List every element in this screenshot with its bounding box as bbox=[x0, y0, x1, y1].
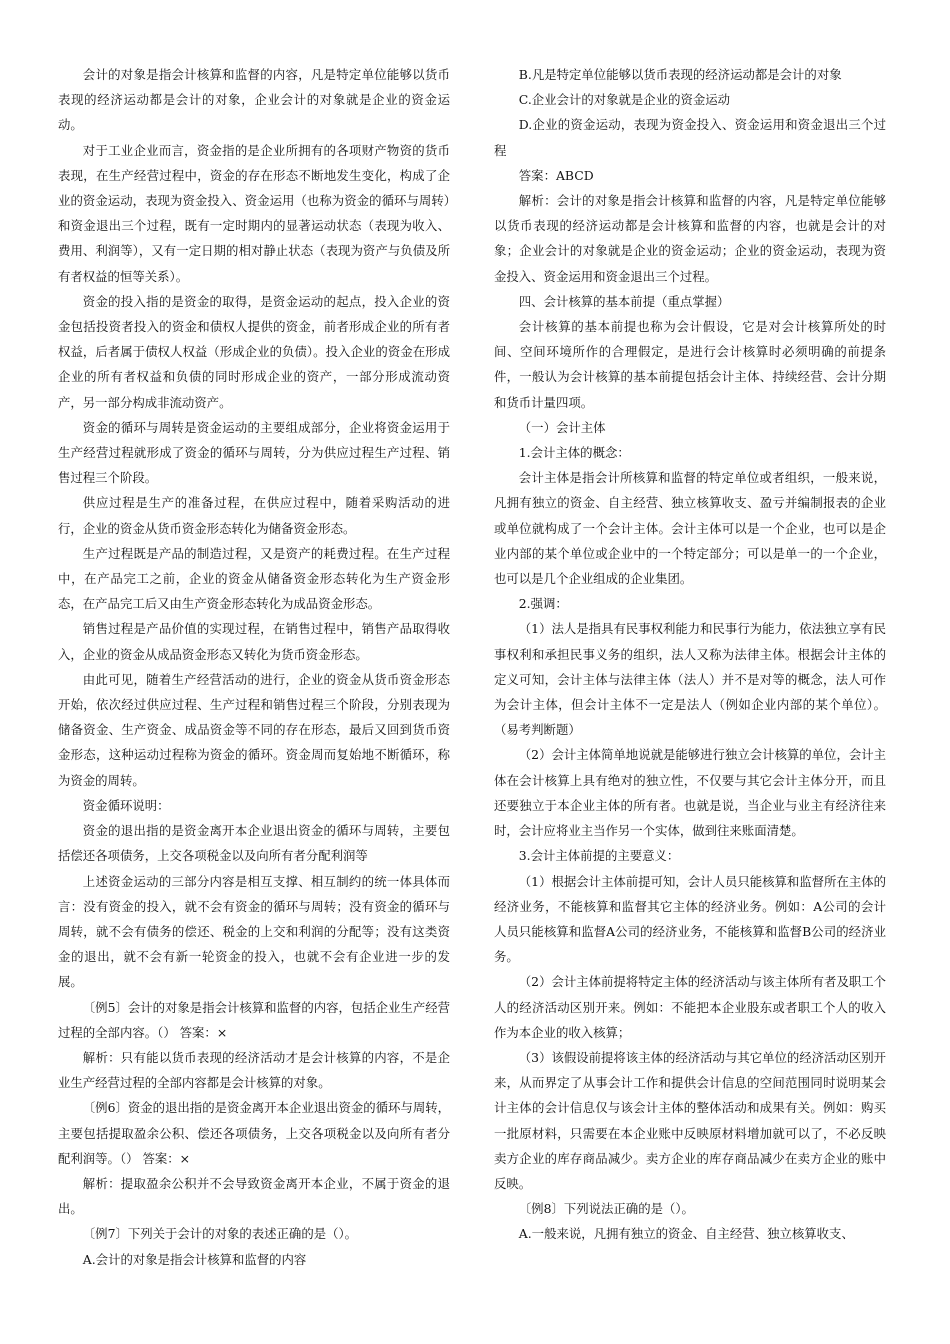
example-question: 〔例7〕下列关于会计的对象的表述正确的是（）。 bbox=[82, 1226, 358, 1242]
paragraph: （3）该假设前提将该主体的经济活动与其它单位的经济活动区别开来，从而界定了从事会计工作和提供会计信息的空间范围同时说明某会计主体的会计信息仅与该会计主体的整体活动和成果有关。例如：购买一批原材料，只需要在本企业账中反映原材料增加就可以了，不必反映卖方企业的库存商品减少。卖方企业的库存商品减少在卖方企业的账中反映。 bbox=[494, 1049, 886, 1191]
option: B.凡是特定单位能够以货币表现的经济运动都是会计的对象 bbox=[518, 67, 842, 82]
paragraph: 会计核算的基本前提也称为会计假设，它是对会计核算所处的时间、空间环境所作的合理假定，是进行会计核算时必须明确的前提条件，一般认为会计核算的基本前提包括会计主体、持续经营、会计分期和货币计量四项。 bbox=[494, 319, 886, 410]
paragraph: 资金循环说明： bbox=[82, 797, 170, 813]
example-question: 〔例8〕下列说法正确的是（）。 bbox=[518, 1201, 694, 1217]
example-question: 〔例5〕会计的对象是指会计核算和监督的内容，包括企业生产经营过程的全部内容。（） 答案：× bbox=[58, 999, 450, 1040]
option: C.企业会计的对象就是企业的资金运动 bbox=[518, 92, 731, 108]
paragraph: 资金的投入指的是资金的取得，是资金运动的起点，投入企业的资金包括投资者投入的资金和债权人提供的资金，前者形成企业的所有者权益，后者属于债权人权益（形成企业的负债）。投入企业的资金在形成企业的所有者权益和负债的同时形成企业的资产，一部分形成流动资产，另一部分构成非流动资产。 bbox=[58, 293, 450, 410]
subsection-heading: 1.会计主体的概念： bbox=[518, 445, 630, 461]
paragraph: （1）根据会计主体前提可知，会计人员只能核算和监督所在主体的经济业务，不能核算和监督其它主体的经济业务。例如：A公司的会计人员只能核算和监督A公司的经济业务，不能核算和监督B公司的经济业务。 bbox=[494, 873, 886, 965]
paragraph: 资金的循环与周转是资金运动的主要组成部分，企业将资金运用于生产经营过程就形成了资金的循环与周转，分为供应过程生产过程、销售过程三个阶段。 bbox=[58, 419, 450, 486]
paragraph: 由此可见，随着生产经营活动的进行，企业的资金从货币资金形态开始，依次经过供应过程、生产过程和销售过程三个阶段，分别表现为储备资金、生产资金、成品资金等不同的存在形态，最后又回到货币资金形态，这种运动过程称为资金的循环。资金周而复始地不断循环，称为资金的周转。 bbox=[58, 671, 450, 788]
paragraph: （2）会计主体简单地说就是能够进行独立会计核算的单位，会计主体在会计核算上具有绝对的独立性，不仅要与其它会计主体分开，而且还要独立于本企业主体的所有者。也就是说，当企业与业主有经济往来时，会计应将业主当作另一个实体，做到往来账面清楚。 bbox=[494, 747, 886, 839]
paragraph: （1）法人是指具有民事权利能力和民事行为能力，依法独立享有民事权利和承担民事义务的组织，法人又称为法律主体。根据会计主体的定义可知，会计主体与法律主体（法人）并不是对等的概念，法人可作为会计主体，但会计主体不一定是法人（例如企业内部的某个单位）。（易考判断题） bbox=[494, 621, 886, 738]
option: D.企业的资金运动，表现为资金投入、资金运用和资金退出三个过程 bbox=[494, 117, 886, 158]
paragraph: 资金的退出指的是资金离开本企业退出资金的循环与周转，主要包括偿还各项债务，上交各项税金以及向所有者分配利润等 bbox=[58, 823, 450, 864]
answer: 答案：ABCD bbox=[518, 167, 594, 183]
paragraph: （2）会计主体前提将特定主体的经济活动与该主体所有者及职工个人的经济活动区别开来。例如：不能把本企业股东或者职工个人的收入作为本企业的收入核算； bbox=[494, 974, 886, 1040]
paragraph: 生产过程既是产品的制造过程，又是资产的耗费过程。在生产过程中，在产品完工之前，企业的资金从储备资金形态转化为生产资金形态，在产品完工后又由生产资金形态转化为成品资金形态。 bbox=[58, 545, 450, 612]
paragraph: 会计主体是指会计所核算和监督的特定单位或者组织，一般来说，凡拥有独立的资金、自主经营、独立核算收支、盈亏并编制报表的企业或单位就构成了一个会计主体。会计主体可以是一个企业，也可以是企业内部的某个单位或企业中的一个特定部分；可以是单一的一个企业，也可以是几个企业组成的企业集团。 bbox=[494, 470, 886, 587]
example-question: 〔例6〕资金的退出指的是资金离开本企业退出资金的循环与周转，主要包括提取盈余公积、偿还各项债务，上交各项税金以及向所有者分配利润等。（） 答案：× bbox=[58, 1100, 450, 1166]
paragraph: 上述资金运动的三部分内容是相互支撑、相互制约的统一体具体而言：没有资金的投入，就不会有资金的循环与周转；没有资金的循环与周转，就不会有债务的偿还、税金的上交和利润的分配等；没有这类资金的退出，就不会有新一轮资金的投入，也就不会有企业进一步的发展。 bbox=[58, 873, 450, 990]
subsection-heading: （一）会计主体 bbox=[518, 419, 606, 435]
paragraph: 对于工业企业而言，资金指的是企业所拥有的各项财产物资的货币表现，在生产经营过程中，资金的存在形态不断地发生变化，构成了企业的资金运动，表现为资金投入、资金运用（也称为资金的循环与周转）和资金退出三个过程，既有一定时期内的显著运动状态（表现为收入、费用、利润等），又有一定日期的相对静止状态（表现为资产与负债及所有者权益的恒等关系）。 bbox=[58, 142, 450, 284]
option: A.会计的对象是指会计核算和监督的内容 bbox=[82, 1251, 307, 1267]
subsection-heading: 3.会计主体前提的主要意义： bbox=[518, 848, 680, 864]
paragraph: 供应过程是生产的准备过程，在供应过程中，随着采购活动的进行，企业的资金从货币资金形态转化为储备资金形态。 bbox=[58, 495, 450, 536]
paragraph: 会计的对象是指会计核算和监督的内容，凡是特定单位能够以货币表现的经济运动都是会计的对象，企业会计的对象就是企业的资金运动。 bbox=[58, 67, 450, 133]
left-column bbox=[58, 62, 450, 1332]
explanation: 解析：提取盈余公积并不会导致资金离开本企业，不属于资金的退出。 bbox=[58, 1175, 450, 1217]
section-heading: 四、会计核算的基本前提（重点掌握） bbox=[518, 293, 730, 309]
paragraph: 销售过程是产品价值的实现过程，在销售过程中，销售产品取得收入，企业的资金从成品资金形态又转化为货币资金形态。 bbox=[58, 621, 450, 662]
option: A.一般来说，凡拥有独立的资金、自主经营、独立核算收支、 bbox=[518, 1226, 854, 1242]
subsection-heading: 2.强调： bbox=[518, 596, 568, 612]
right-column bbox=[494, 62, 886, 1332]
explanation: 解析：会计的对象是指会计核算和监督的内容，凡是特定单位能够以货币表现的经济运动都是会计核算和监督的内容，也就是会计的对象；企业会计的对象就是企业的资金运动；企业的资金运动，表现为资金投入、资金运用和资金退出三个过程。 bbox=[494, 193, 886, 284]
explanation: 解析：只有能以货币表现的经济活动才是会计核算的内容，不是企业生产经营过程的全部内容都是会计核算的对象。 bbox=[58, 1049, 450, 1091]
